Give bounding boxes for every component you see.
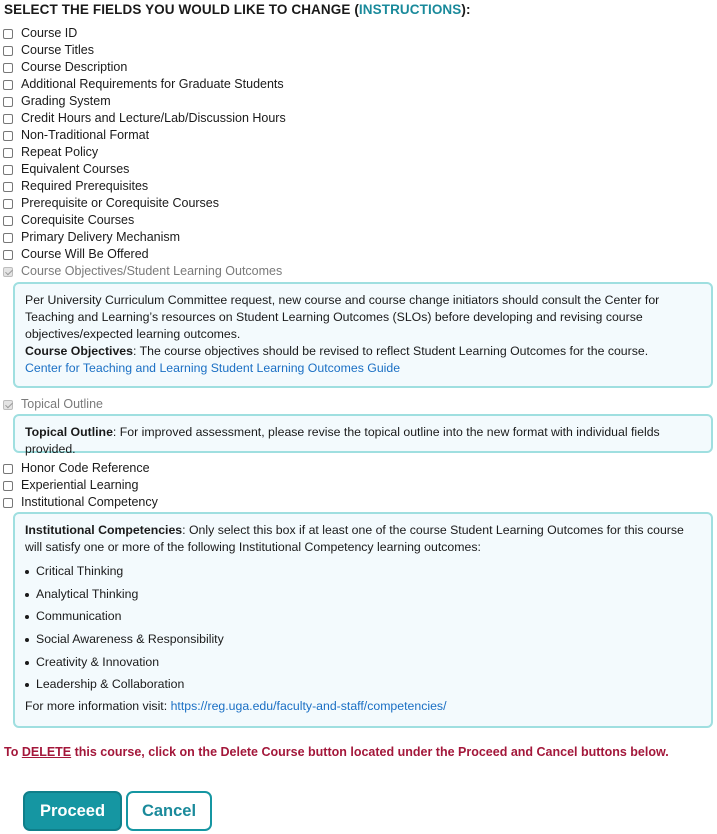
non-traditional-format-checkbox[interactable]	[3, 131, 13, 141]
course-titles-checkbox[interactable]	[3, 46, 13, 56]
prereq-or-coreq-checkbox[interactable]	[3, 199, 13, 209]
field-row-course-id[interactable]	[3, 25, 77, 41]
institutional-competency-info-box	[13, 512, 713, 728]
course-description-label: Course Description	[21, 60, 128, 74]
delete-note-prefix: To	[4, 745, 22, 759]
more-info-prefix: For more information visit:	[25, 699, 171, 714]
field-row-repeat-policy[interactable]	[3, 144, 98, 160]
course-id-label: Course ID	[21, 26, 78, 40]
field-row-credit-hours[interactable]	[3, 110, 286, 126]
experiential-learning-checkbox[interactable]	[3, 481, 13, 491]
competency-note	[25, 522, 701, 556]
corequisite-courses-checkbox[interactable]	[3, 216, 13, 226]
honor-code-label: Honor Code Reference	[21, 461, 150, 475]
heading-prefix: SELECT THE FIELDS YOU WOULD LIKE TO CHANGE (	[4, 2, 359, 17]
grading-system-label: Grading System	[21, 94, 111, 108]
topical-note-text: : For improved assessment, please revise the topical outline into the new format with individual fields provided.	[25, 425, 660, 456]
field-row-experiential-learning[interactable]	[3, 477, 138, 493]
list-item: Analytical Thinking	[25, 583, 701, 606]
topical-bold-label: Topical Outline	[25, 425, 113, 439]
field-row-non-traditional-format[interactable]	[3, 127, 149, 143]
more-info-line	[25, 698, 701, 715]
delivery-mechanism-checkbox[interactable]	[3, 233, 13, 243]
topical-outline-info-box	[13, 414, 713, 456]
field-row-delivery-mechanism[interactable]	[3, 229, 180, 245]
list-item: Social Awareness & Responsibility	[25, 628, 701, 651]
field-row-course-objectives	[3, 263, 282, 279]
field-row-prereq-or-coreq[interactable]	[3, 195, 219, 211]
proceed-button[interactable]: Proceed	[23, 791, 122, 831]
list-item: Critical Thinking	[25, 560, 701, 583]
competencies-link[interactable]: https://reg.uga.edu/faculty-and-staff/competencies/	[170, 699, 447, 714]
institutional-competency-label: Institutional Competency	[21, 495, 158, 509]
delete-note-suffix: this course, click on the Delete Course button located under the Proceed and Cancel buttons below.	[71, 745, 669, 759]
topical-outline-label: Topical Outline	[21, 397, 103, 411]
repeat-policy-label: Repeat Policy	[21, 145, 99, 159]
required-prerequisites-label: Required Prerequisites	[21, 179, 149, 193]
credit-hours-label: Credit Hours and Lecture/Lab/Discussion Hours	[21, 111, 286, 125]
delete-course-note	[4, 745, 669, 759]
list-item: Communication	[25, 605, 701, 628]
honor-code-checkbox[interactable]	[3, 464, 13, 474]
field-row-course-description[interactable]	[3, 59, 127, 75]
course-objectives-info-box	[13, 282, 713, 388]
equivalent-courses-label: Equivalent Courses	[21, 162, 130, 176]
list-item: Creativity & Innovation	[25, 651, 701, 674]
repeat-policy-checkbox[interactable]	[3, 148, 13, 158]
topical-note	[25, 424, 701, 458]
experiential-learning-label: Experiential Learning	[21, 478, 139, 492]
course-description-checkbox[interactable]	[3, 63, 13, 73]
course-objectives-label: Course Objectives/Student Learning Outcomes	[21, 264, 283, 278]
slo-guide-link[interactable]: Center for Teaching and Learning Student Learning Outcomes Guide	[25, 361, 401, 375]
objectives-note-text: : The course objectives should be revised to reflect Student Learning Outcomes for the course.	[132, 344, 649, 358]
objectives-bold-label: Course Objectives	[25, 344, 133, 358]
competency-list	[25, 560, 701, 696]
field-row-corequisite-courses[interactable]	[3, 212, 134, 228]
field-row-honor-code[interactable]	[3, 460, 150, 476]
field-row-grading-system[interactable]	[3, 93, 111, 109]
course-objectives-checkbox	[3, 267, 13, 277]
course-offered-checkbox[interactable]	[3, 250, 13, 260]
corequisite-courses-label: Corequisite Courses	[21, 213, 135, 227]
grading-system-checkbox[interactable]	[3, 97, 13, 107]
field-row-course-titles[interactable]	[3, 42, 94, 58]
field-row-required-prerequisites[interactable]	[3, 178, 148, 194]
field-row-equivalent-courses[interactable]	[3, 161, 129, 177]
field-row-course-offered[interactable]	[3, 246, 149, 262]
field-row-institutional-competency[interactable]	[3, 494, 158, 510]
page-heading	[4, 2, 471, 17]
field-row-topical-outline	[3, 396, 103, 412]
course-offered-label: Course Will Be Offered	[21, 247, 149, 261]
delivery-mechanism-label: Primary Delivery Mechanism	[21, 230, 181, 244]
graduate-requirements-checkbox[interactable]	[3, 80, 13, 90]
required-prerequisites-checkbox[interactable]	[3, 182, 13, 192]
course-titles-label: Course Titles	[21, 43, 94, 57]
objectives-intro-text: Per University Curriculum Committee request, new course and course change initiators should consult the Center for Teaching and Learning’s resources on Student Learning Outcomes (SLOs) before developing and revising course objectives/expected learning outcomes.	[25, 293, 660, 341]
institutional-competency-checkbox[interactable]	[3, 498, 13, 508]
credit-hours-checkbox[interactable]	[3, 114, 13, 124]
heading-suffix: ):	[461, 2, 471, 17]
graduate-requirements-label: Additional Requirements for Graduate Students	[21, 77, 284, 91]
list-item: Leadership & Collaboration	[25, 673, 701, 696]
field-row-graduate-requirements[interactable]	[3, 76, 284, 92]
competency-note-text: : Only select this box if at least one of the course Student Learning Outcomes for this course will satisfy one or more of the following Institutional Competency learning outcomes:	[25, 523, 684, 554]
prereq-or-coreq-label: Prerequisite or Corequisite Courses	[21, 196, 220, 210]
course-id-checkbox[interactable]	[3, 29, 13, 39]
delete-link[interactable]: DELETE	[21, 745, 72, 759]
cancel-button[interactable]: Cancel	[126, 791, 212, 831]
non-traditional-format-label: Non-Traditional Format	[21, 128, 150, 142]
objectives-note	[25, 343, 701, 360]
equivalent-courses-checkbox[interactable]	[3, 165, 13, 175]
instructions-link[interactable]: INSTRUCTIONS	[358, 2, 462, 17]
topical-outline-checkbox	[3, 400, 13, 410]
competency-bold-label: Institutional Competencies	[25, 523, 183, 537]
